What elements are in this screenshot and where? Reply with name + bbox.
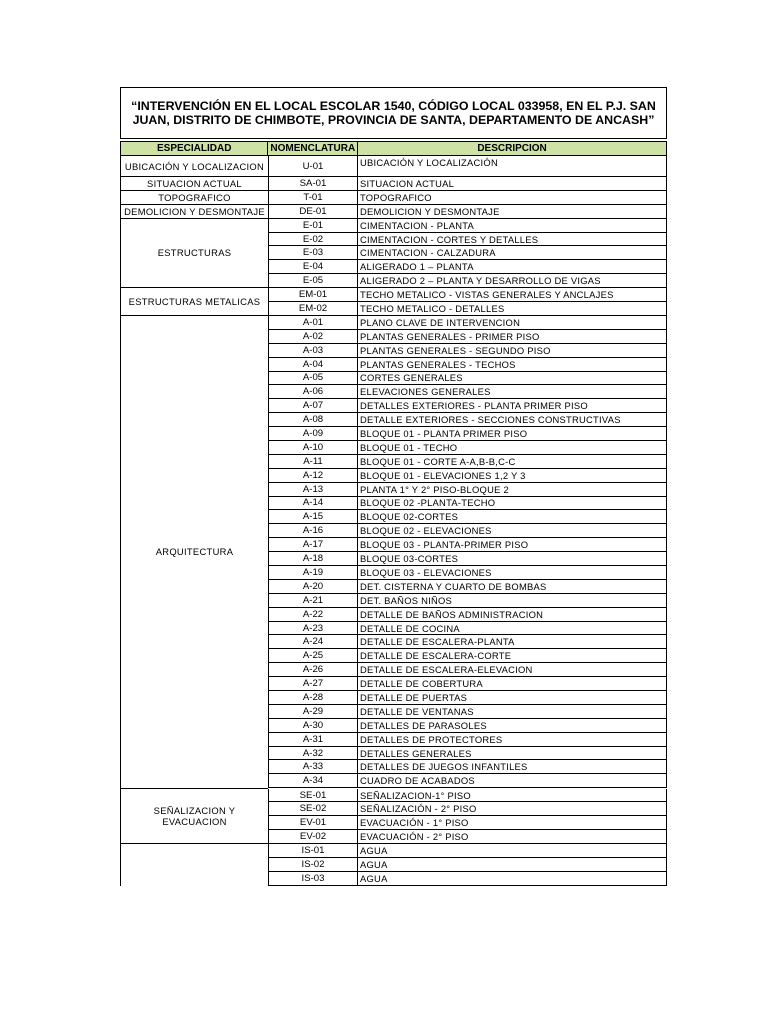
description-cell: PLANO CLAVE DE INTERVENCION: [358, 316, 667, 330]
header-nomenclatura: NOMENCLATURA: [268, 142, 358, 155]
description-cell: DET. BAÑOS NIÑOS: [358, 594, 667, 608]
specialty-label: DEMOLICION Y DESMONTAJE: [121, 205, 268, 219]
description-cell: CIMENTACION - CORTES Y DETALLES: [358, 233, 667, 247]
document-title-text: “INTERVENCIÓN EN EL LOCAL ESCOLAR 1540, CÓDIGO LOCAL 033958, EN EL P.J. SAN JUAN, DISTRITO DE CHIMBOTE, PROVINCIA DE SANTA, DEPARTAMENTO DE ANCASH”: [131, 99, 656, 127]
specialty-label: SITUACION ACTUAL: [121, 177, 268, 191]
table-row: [268, 608, 667, 622]
description-cell: ALIGERADO 1 – PLANTA: [358, 260, 667, 274]
specialty-group: [120, 205, 667, 219]
description-cell: TECHO METALICO - VISTAS GENERALES Y ANCLAJES: [358, 288, 667, 302]
description-cell: PLANTA 1° Y 2° PISO-BLOQUE 2: [358, 483, 667, 497]
table-row: [268, 510, 667, 524]
description-cell: DETALLES DE PROTECTORES: [358, 733, 667, 747]
nomenclature-cell: A-29: [268, 705, 358, 719]
table-row: [268, 385, 667, 399]
description-cell: DETALLE DE ESCALERA-CORTE: [358, 649, 667, 663]
table-row: [268, 691, 667, 705]
table-row: [268, 760, 667, 774]
nomenclature-cell: A-04: [268, 358, 358, 372]
description-cell: SEÑALIZACIÓN - 2° PISO: [358, 802, 667, 816]
nomenclature-cell: A-14: [268, 497, 358, 511]
description-cell: AGUA: [358, 858, 667, 872]
description-cell: CIMENTACION - CALZADURA: [358, 246, 667, 260]
description-cell: BLOQUE 02 - ELEVACIONES: [358, 524, 667, 538]
table-row: [268, 844, 667, 858]
nomenclature-cell: EM-01: [268, 288, 358, 302]
specialty-group: [120, 316, 667, 789]
specialty-label: SEÑALIZACION Y EVACUACION: [121, 789, 268, 845]
specialty-column: [120, 316, 268, 789]
description-cell: EVACUACIÓN - 2° PISO: [358, 830, 667, 844]
specialty-group: [120, 219, 667, 289]
table-body: [120, 156, 667, 886]
table-row: [268, 497, 667, 511]
table-row: [268, 538, 667, 552]
description-cell: DETALLE DE ESCALERA-ELEVACION: [358, 663, 667, 677]
specialty-label: TOPOGRAFICO: [121, 191, 268, 205]
table-row: [268, 358, 667, 372]
table-row: [268, 830, 667, 844]
nomenclature-cell: A-30: [268, 719, 358, 733]
specialty-column: [120, 219, 268, 289]
table-row: [268, 205, 667, 219]
description-cell: AGUA: [358, 844, 667, 858]
nomenclature-cell: A-05: [268, 372, 358, 386]
table-row: [268, 552, 667, 566]
table-row: [268, 399, 667, 413]
specialty-column: [120, 205, 268, 219]
description-cell: DETALLE DE COBERTURA: [358, 677, 667, 691]
description-cell: BLOQUE 01 - ELEVACIONES 1,2 Y 3: [358, 469, 667, 483]
table-row: [268, 677, 667, 691]
rows-column: [268, 191, 667, 205]
table-row: [268, 469, 667, 483]
rows-column: [268, 177, 667, 191]
description-cell: BLOQUE 01 - CORTE A-A,B-B,C-C: [358, 455, 667, 469]
table-row: [268, 872, 667, 886]
description-cell: DETALLE DE ESCALERA-PLANTA: [358, 635, 667, 649]
table-header: [120, 141, 667, 156]
document-sheet: [120, 87, 667, 886]
header-descripcion: DESCRIPCION: [477, 143, 547, 154]
table-row: [268, 594, 667, 608]
nomenclature-cell: A-20: [268, 580, 358, 594]
description-cell: BLOQUE 01 - PLANTA PRIMER PISO: [358, 427, 667, 441]
nomenclature-cell: E-04: [268, 260, 358, 274]
table-row: [268, 663, 667, 677]
description-cell: PLANTAS GENERALES - SEGUNDO PISO: [358, 344, 667, 358]
rows-column: [268, 288, 667, 316]
table-row: [268, 789, 667, 803]
nomenclature-cell: E-01: [268, 219, 358, 233]
nomenclature-cell: SE-01: [268, 789, 358, 803]
nomenclature-cell: A-01: [268, 316, 358, 330]
description-cell: BLOQUE 03 - PLANTA-PRIMER PISO: [358, 538, 667, 552]
table-row: [268, 372, 667, 386]
nomenclature-cell: A-28: [268, 691, 358, 705]
nomenclature-cell: A-16: [268, 524, 358, 538]
description-cell: DETALLES GENERALES: [358, 747, 667, 761]
table-row: [268, 191, 667, 205]
description-cell: ELEVACIONES GENERALES: [358, 385, 667, 399]
table-row: [268, 288, 667, 302]
nomenclature-cell: A-03: [268, 344, 358, 358]
table-row: [268, 274, 667, 288]
nomenclature-cell: IS-02: [268, 858, 358, 872]
table-row: [268, 774, 667, 788]
specialty-group: [120, 156, 667, 177]
specialty-column: [120, 844, 268, 886]
nomenclature-cell: A-34: [268, 774, 358, 788]
nomenclature-cell: A-10: [268, 441, 358, 455]
description-cell: EVACUACIÓN - 1° PISO: [358, 816, 667, 830]
nomenclature-cell: U-01: [268, 156, 358, 177]
description-cell: SITUACION ACTUAL: [358, 177, 667, 191]
rows-column: [268, 789, 667, 845]
rows-column: [268, 316, 667, 789]
nomenclature-cell: A-31: [268, 733, 358, 747]
table-row: [268, 705, 667, 719]
table-row: [268, 649, 667, 663]
specialty-group: [120, 288, 667, 316]
description-cell: SEÑALIZACION-1° PISO: [358, 789, 667, 803]
description-cell: BLOQUE 02 -PLANTA-TECHO: [358, 497, 667, 511]
nomenclature-cell: SA-01: [268, 177, 358, 191]
specialty-column: [120, 789, 268, 845]
nomenclature-cell: A-08: [268, 413, 358, 427]
table-row: [268, 177, 667, 191]
table-row: [268, 260, 667, 274]
nomenclature-cell: A-15: [268, 510, 358, 524]
nomenclature-cell: E-03: [268, 246, 358, 260]
nomenclature-cell: A-27: [268, 677, 358, 691]
specialty-group: [120, 789, 667, 845]
description-cell: DETALLE EXTERIORES - SECCIONES CONSTRUCTIVAS: [358, 413, 667, 427]
description-cell: DETALLES DE JUEGOS INFANTILES: [358, 760, 667, 774]
nomenclature-cell: A-06: [268, 385, 358, 399]
specialty-label: UBICACIÓN Y LOCALIZACION: [121, 156, 268, 177]
specialty-column: [120, 191, 268, 205]
description-cell: BLOQUE 02-CORTES: [358, 510, 667, 524]
rows-column: [268, 156, 667, 177]
table-row: [268, 719, 667, 733]
table-row: [268, 316, 667, 330]
table-row: [268, 816, 667, 830]
specialty-label: ARQUITECTURA: [121, 316, 268, 789]
table-row: [268, 156, 667, 177]
table-row: [268, 635, 667, 649]
table-row: [268, 330, 667, 344]
description-cell: DETALLE DE PUERTAS: [358, 691, 667, 705]
description-cell: AGUA: [358, 872, 667, 886]
nomenclature-cell: E-05: [268, 274, 358, 288]
document-title: [120, 87, 667, 139]
description-cell: ALIGERADO 2 – PLANTA Y DESARROLLO DE VIGAS: [358, 274, 667, 288]
description-cell: UBICACIÓN Y LOCALIZACIÓN: [358, 156, 667, 177]
nomenclature-cell: E-02: [268, 233, 358, 247]
specialty-column: [120, 177, 268, 191]
nomenclature-cell: IS-03: [268, 872, 358, 886]
table-row: [268, 302, 667, 316]
description-cell: TECHO METALICO - DETALLES: [358, 302, 667, 316]
description-cell: BLOQUE 01 - TECHO: [358, 441, 667, 455]
specialty-group: [120, 191, 667, 205]
specialty-group: [120, 844, 667, 886]
nomenclature-cell: A-09: [268, 427, 358, 441]
nomenclature-cell: A-21: [268, 594, 358, 608]
nomenclature-cell: EV-02: [268, 830, 358, 844]
nomenclature-cell: A-25: [268, 649, 358, 663]
nomenclature-cell: EV-01: [268, 816, 358, 830]
rows-column: [268, 844, 667, 886]
table-row: [268, 802, 667, 816]
specialty-column: [120, 288, 268, 316]
specialty-column: [120, 156, 268, 177]
nomenclature-cell: IS-01: [268, 844, 358, 858]
table-row: [268, 733, 667, 747]
specialty-group: [120, 177, 667, 191]
description-cell: TOPOGRAFICO: [358, 191, 667, 205]
table-row: [268, 344, 667, 358]
table-row: [268, 246, 667, 260]
table-row: [268, 441, 667, 455]
description-cell: DETALLES DE PARASOLES: [358, 719, 667, 733]
nomenclature-cell: A-18: [268, 552, 358, 566]
description-cell: DETALLE DE COCINA: [358, 622, 667, 636]
nomenclature-cell: A-32: [268, 747, 358, 761]
table-row: [268, 524, 667, 538]
description-cell: BLOQUE 03 - ELEVACIONES: [358, 566, 667, 580]
nomenclature-cell: T-01: [268, 191, 358, 205]
nomenclature-cell: A-13: [268, 483, 358, 497]
description-cell: DETALLES EXTERIORES - PLANTA PRIMER PISO: [358, 399, 667, 413]
nomenclature-cell: A-17: [268, 538, 358, 552]
description-cell: PLANTAS GENERALES - PRIMER PISO: [358, 330, 667, 344]
description-cell: CORTES GENERALES: [358, 372, 667, 386]
table-row: [268, 219, 667, 233]
table-row: [268, 455, 667, 469]
nomenclature-cell: A-07: [268, 399, 358, 413]
nomenclature-cell: A-11: [268, 455, 358, 469]
nomenclature-cell: A-12: [268, 469, 358, 483]
table-row: [268, 580, 667, 594]
description-cell: BLOQUE 03-CORTES: [358, 552, 667, 566]
header-especialidad: ESPECIALIDAD: [121, 142, 268, 155]
table-row: [268, 747, 667, 761]
rows-column: [268, 205, 667, 219]
description-cell: CUADRO DE ACABADOS: [358, 774, 667, 788]
nomenclature-cell: A-02: [268, 330, 358, 344]
table-row: [268, 858, 667, 872]
table-row: [268, 233, 667, 247]
nomenclature-cell: EM-02: [268, 302, 358, 316]
specialty-label: [121, 844, 268, 886]
table-row: [268, 566, 667, 580]
description-cell: DET. CISTERNA Y CUARTO DE BOMBAS: [358, 580, 667, 594]
nomenclature-cell: SE-02: [268, 802, 358, 816]
specialty-label: ESTRUCTURAS: [121, 219, 268, 289]
description-cell: DEMOLICION Y DESMONTAJE: [358, 205, 667, 219]
table-row: [268, 622, 667, 636]
description-cell: DETALLE DE VENTANAS: [358, 705, 667, 719]
description-cell: PLANTAS GENERALES - TECHOS: [358, 358, 667, 372]
nomenclature-cell: A-22: [268, 608, 358, 622]
nomenclature-cell: A-23: [268, 622, 358, 636]
description-cell: CIMENTACION - PLANTA: [358, 219, 667, 233]
nomenclature-cell: A-26: [268, 663, 358, 677]
table-row: [268, 483, 667, 497]
specialty-label: ESTRUCTURAS METALICAS: [121, 288, 268, 316]
table-row: [268, 413, 667, 427]
rows-column: [268, 219, 667, 289]
nomenclature-cell: A-24: [268, 635, 358, 649]
nomenclature-cell: A-19: [268, 566, 358, 580]
nomenclature-cell: A-33: [268, 760, 358, 774]
description-cell: DETALLE DE BAÑOS ADMINISTRACION: [358, 608, 667, 622]
table-row: [268, 427, 667, 441]
nomenclature-cell: DE-01: [268, 205, 358, 219]
